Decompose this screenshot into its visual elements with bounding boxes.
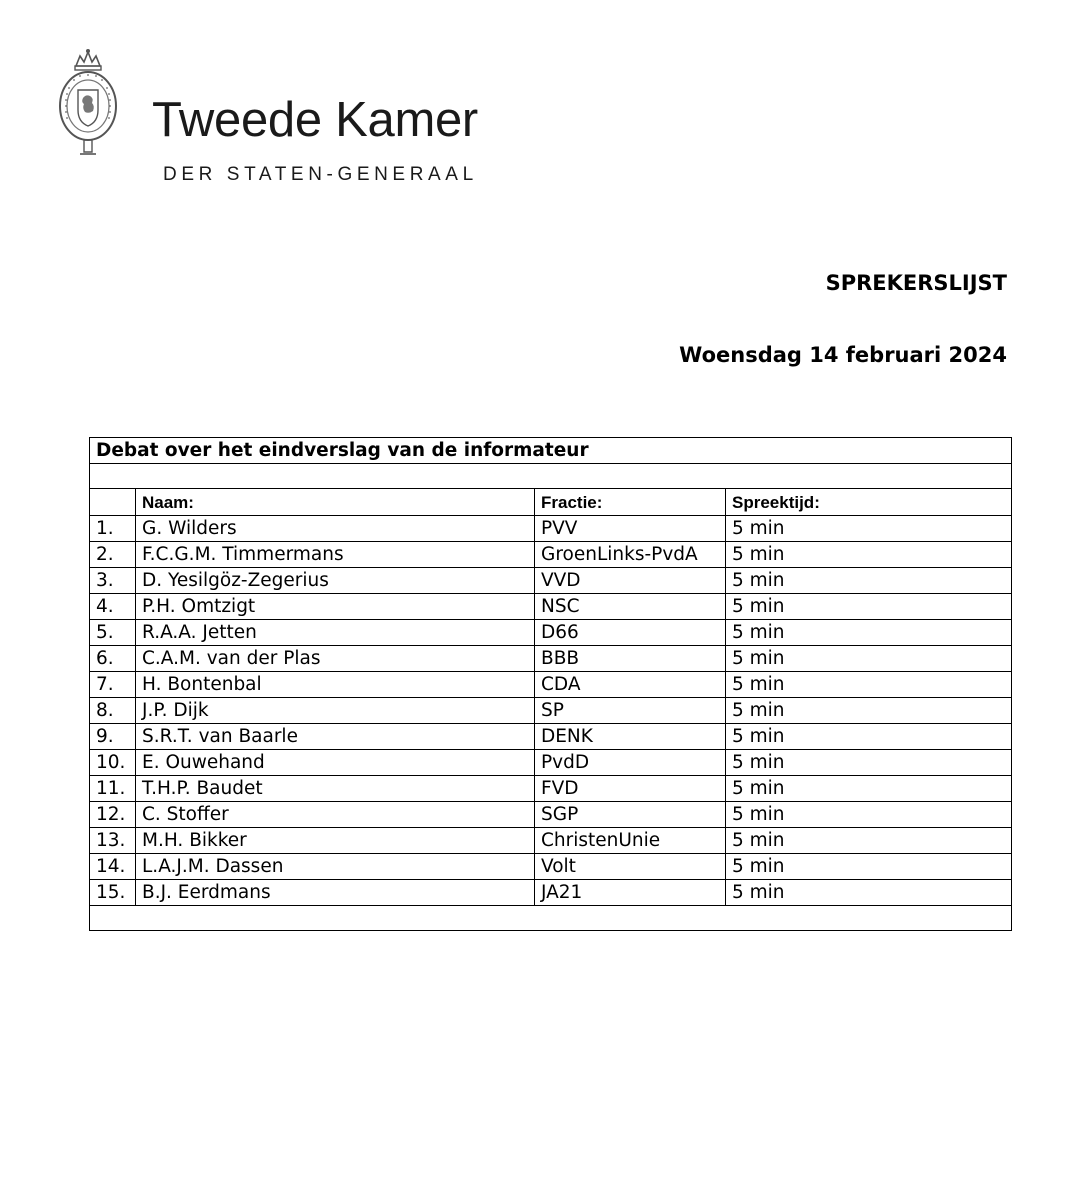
speaker-party: FVD <box>535 776 726 802</box>
row-number: 2. <box>90 542 136 568</box>
table-row <box>90 594 1012 620</box>
organisation-name: Tweede Kamer <box>152 93 478 147</box>
speaking-time: 5 min <box>726 620 1012 646</box>
royal-seal-icon <box>56 48 120 160</box>
speaking-time: 5 min <box>726 880 1012 906</box>
row-number: 12. <box>90 802 136 828</box>
speaking-time: 5 min <box>726 568 1012 594</box>
speaker-party: BBB <box>535 646 726 672</box>
speaking-time: 5 min <box>726 646 1012 672</box>
row-number: 13. <box>90 828 136 854</box>
speaker-party: GroenLinks-PvdA <box>535 542 726 568</box>
speaker-party: VVD <box>535 568 726 594</box>
speaking-time: 5 min <box>726 698 1012 724</box>
table-row <box>90 672 1012 698</box>
speaking-time: 5 min <box>726 750 1012 776</box>
row-number: 10. <box>90 750 136 776</box>
row-number: 14. <box>90 854 136 880</box>
speaker-party: Volt <box>535 854 726 880</box>
speaker-party: ChristenUnie <box>535 828 726 854</box>
speaker-name: C.A.M. van der Plas <box>136 646 535 672</box>
table-row <box>90 542 1012 568</box>
table-row <box>90 724 1012 750</box>
speaker-party: DENK <box>535 724 726 750</box>
speaker-name: F.C.G.M. Timmermans <box>136 542 535 568</box>
speaking-time: 5 min <box>726 542 1012 568</box>
row-number: 9. <box>90 724 136 750</box>
speaker-party: PVV <box>535 516 726 542</box>
debate-title: Debat over het eindverslag van de informateur <box>90 438 1012 464</box>
header-party: Fractie: <box>535 489 726 516</box>
header-number <box>90 489 136 516</box>
speaker-name: J.P. Dijk <box>136 698 535 724</box>
debate-title-row <box>90 438 1012 464</box>
row-number: 8. <box>90 698 136 724</box>
speaker-name: G. Wilders <box>136 516 535 542</box>
speaking-time: 5 min <box>726 776 1012 802</box>
speaker-name: C. Stoffer <box>136 802 535 828</box>
header-time: Spreektijd: <box>726 489 1012 516</box>
row-number: 1. <box>90 516 136 542</box>
table-row <box>90 802 1012 828</box>
speaker-name: E. Ouwehand <box>136 750 535 776</box>
speaker-name: D. Yesilgöz-Zegerius <box>136 568 535 594</box>
speaker-party: NSC <box>535 594 726 620</box>
speaking-time: 5 min <box>726 516 1012 542</box>
speakers-table <box>89 437 1012 931</box>
speaking-time: 5 min <box>726 802 1012 828</box>
table-row <box>90 516 1012 542</box>
table-row <box>90 646 1012 672</box>
table-row <box>90 698 1012 724</box>
table-row <box>90 776 1012 802</box>
table-row <box>90 750 1012 776</box>
speaker-party: SP <box>535 698 726 724</box>
speaker-name: M.H. Bikker <box>136 828 535 854</box>
speaking-time: 5 min <box>726 724 1012 750</box>
row-number: 3. <box>90 568 136 594</box>
speaking-time: 5 min <box>726 594 1012 620</box>
speaker-party: PvdD <box>535 750 726 776</box>
speaking-time: 5 min <box>726 672 1012 698</box>
speaker-name: R.A.A. Jetten <box>136 620 535 646</box>
speaking-time: 5 min <box>726 854 1012 880</box>
table-row <box>90 568 1012 594</box>
speaker-party: JA21 <box>535 880 726 906</box>
speaker-name: H. Bontenbal <box>136 672 535 698</box>
row-number: 11. <box>90 776 136 802</box>
speaker-name: S.R.T. van Baarle <box>136 724 535 750</box>
spacer-row <box>90 906 1012 931</box>
speaker-party: CDA <box>535 672 726 698</box>
table-row <box>90 880 1012 906</box>
speaker-name: L.A.J.M. Dassen <box>136 854 535 880</box>
speaker-party: D66 <box>535 620 726 646</box>
row-number: 4. <box>90 594 136 620</box>
row-number: 7. <box>90 672 136 698</box>
speaker-party: SGP <box>535 802 726 828</box>
table-header-row <box>90 489 1012 516</box>
spacer-row <box>90 464 1012 489</box>
table-row <box>90 620 1012 646</box>
speaker-name: T.H.P. Baudet <box>136 776 535 802</box>
speaker-name: P.H. Omtzigt <box>136 594 535 620</box>
row-number: 5. <box>90 620 136 646</box>
document-date: Woensdag 14 februari 2024 <box>679 343 1007 367</box>
speaking-time: 5 min <box>726 828 1012 854</box>
table-row <box>90 828 1012 854</box>
row-number: 15. <box>90 880 136 906</box>
speaker-name: B.J. Eerdmans <box>136 880 535 906</box>
row-number: 6. <box>90 646 136 672</box>
header-name: Naam: <box>136 489 535 516</box>
table-row <box>90 854 1012 880</box>
document-heading: SPREKERSLIJST <box>825 271 1007 295</box>
organisation-subtitle: DER STATEN-GENERAAL <box>163 164 478 185</box>
